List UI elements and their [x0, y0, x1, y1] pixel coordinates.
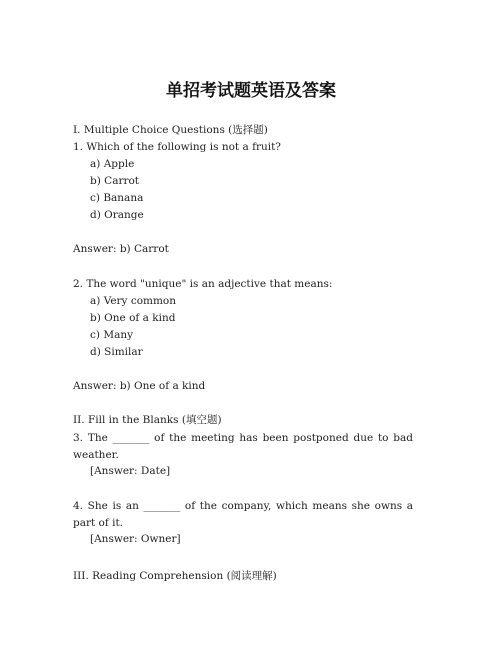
question-2-option-c: c) Many	[90, 329, 134, 341]
document-title: 单招考试题英语及答案	[166, 81, 336, 101]
question-4-text: 4. She is an _______ of the company, which means she owns a part of it.	[73, 500, 413, 529]
question-1-option-b: b) Carrot	[90, 175, 140, 187]
question-2-option-a: a) Very common	[90, 295, 177, 307]
question-1-option-a: a) Apple	[90, 158, 135, 170]
question-3-text: 3. The _______ of the meeting has been postponed due to bad weather.	[73, 432, 413, 461]
question-2-text: 2. The word "unique" is an adjective that means:	[73, 278, 333, 290]
question-1-option-d: d) Orange	[90, 209, 144, 221]
question-3-answer: [Answer: Date]	[90, 465, 171, 477]
section-heading-reading-comprehension: III. Reading Comprehension (阅读理解)	[73, 570, 277, 582]
question-1-answer: Answer: b) Carrot	[73, 243, 169, 255]
question-4-answer: [Answer: Owner]	[90, 533, 181, 545]
section-heading-multiple-choice: I. Multiple Choice Questions (选择题)	[73, 124, 268, 136]
question-2-option-d: d) Similar	[90, 346, 143, 358]
question-1-option-c: c) Banana	[90, 192, 144, 204]
question-2-option-b: b) One of a kind	[90, 312, 176, 324]
section-heading-fill-in-blanks: II. Fill in the Blanks (填空题)	[73, 414, 222, 426]
question-2-answer: Answer: b) One of a kind	[73, 380, 206, 392]
question-1-text: 1. Which of the following is not a fruit?	[73, 141, 281, 153]
